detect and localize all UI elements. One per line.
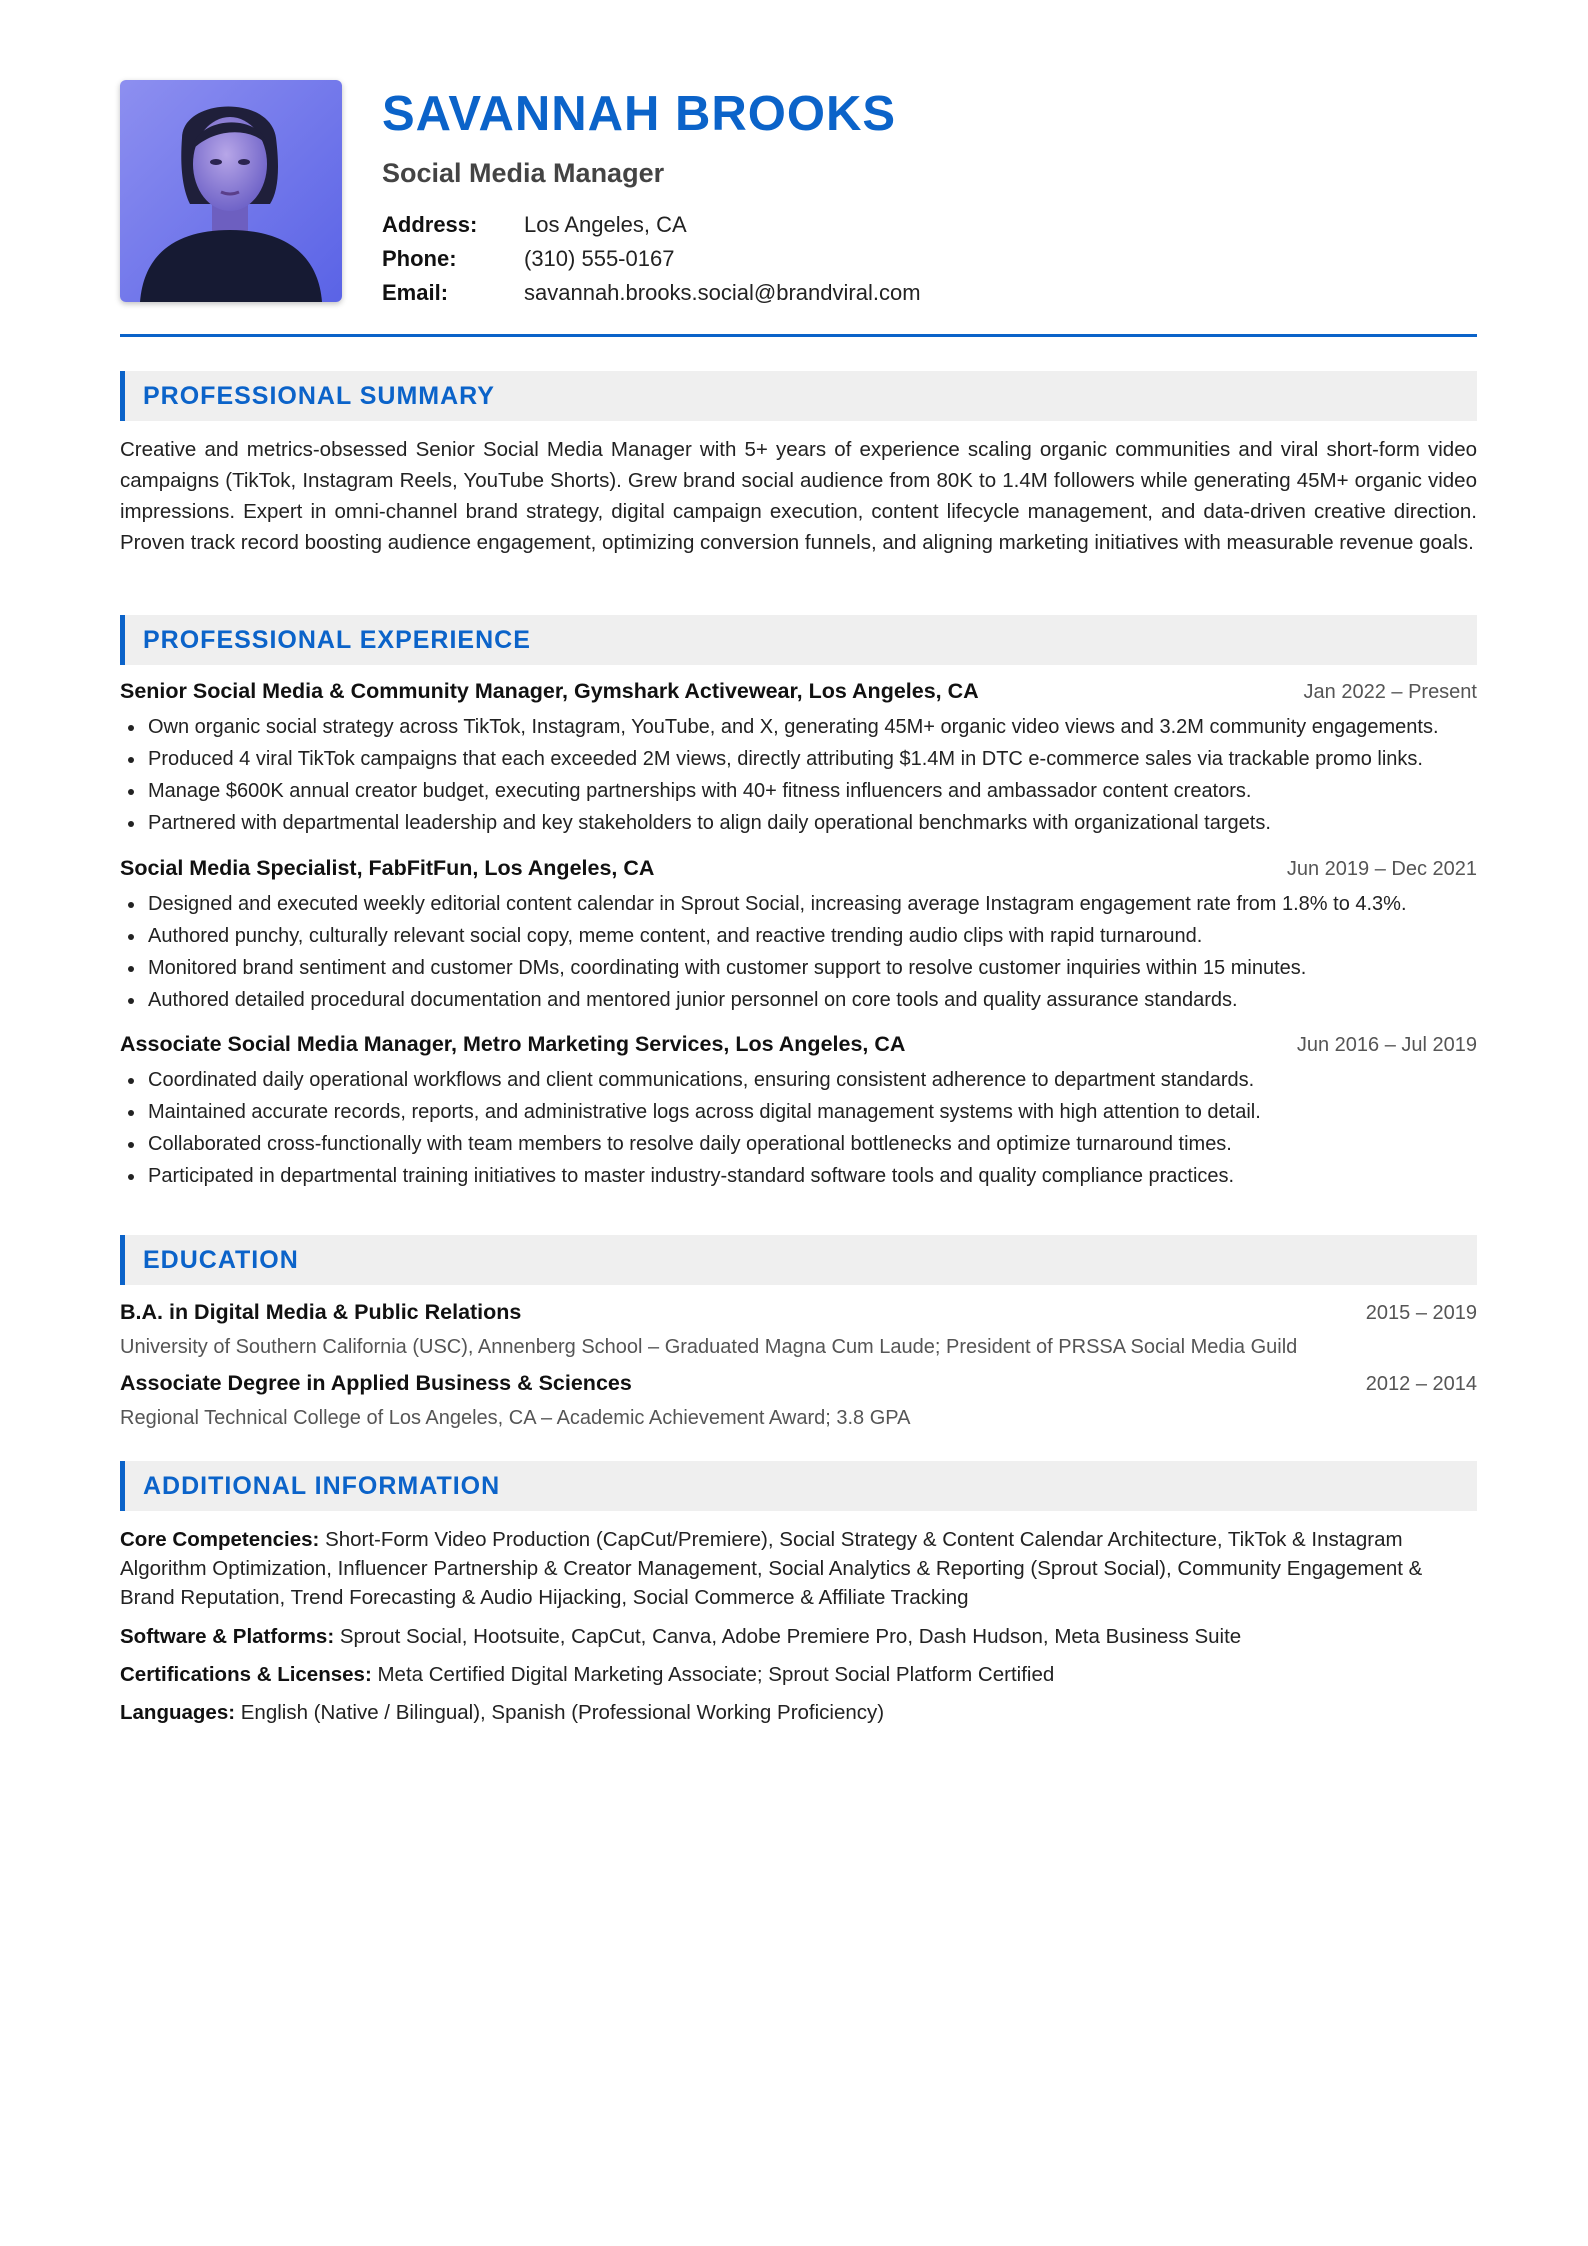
header-divider (120, 334, 1477, 337)
summary-text: Creative and metrics-obsessed Senior Social Media Manager with 5+ years of experience scaling organic communities and viral short-form video campaigns (TikTok, Instagram Reels, YouTube Shorts). Grew brand social audience from 80K to 1.4M followers while generating 45M+ organic video impressions. Expert in omni-channel brand strategy, digital campaign execution, content lifecycle management, and data-driven creative direction. Proven track record boosting audience engagement, optimizing conversion funnels, and aligning marketing initiatives with measurable revenue goals. (120, 438, 1477, 554)
job-title: Associate Social Media Manager, Metro Marketing Services, Los Angeles, CA (120, 1032, 906, 1056)
contact-label: Address: (382, 212, 478, 237)
contact-label: Phone: (382, 246, 457, 271)
info-software (120, 1622, 1477, 1651)
section-header-summary (120, 371, 1477, 421)
contact-block (382, 208, 1282, 310)
job-entry (120, 856, 1477, 1016)
education-date: 2015 – 2019 (1365, 1302, 1477, 1324)
education-detail: University of Southern California (USC), Annenberg School – Graduated Magna Cum Laude; President of PRSSA Social Media Guild (120, 1336, 1298, 1358)
job-bullet: Authored punchy, culturally relevant social copy, meme content, and reactive trending audio clips with rapid turnaround. (120, 920, 1477, 952)
contact-value: Los Angeles, CA (524, 212, 687, 237)
job-entry (120, 679, 1477, 839)
info-label: Languages: (120, 1701, 236, 1724)
job-bullet: Own organic social strategy across TikTok, Instagram, YouTube, and X, generating 45M+ organic video views and 3.2M community engagements. (120, 711, 1477, 743)
profile-photo (120, 80, 342, 302)
education-detail: Regional Technical College of Los Angeles, CA – Academic Achievement Award; 3.8 GPA (120, 1407, 911, 1429)
section-header-education (120, 1235, 1477, 1285)
contact-value: (310) 555-0167 (524, 246, 675, 271)
info-certifications (120, 1660, 1477, 1689)
job-bullet: Monitored brand sentiment and customer DMs, coordinating with customer support to resolve customer inquiries within 15 minutes. (120, 952, 1477, 984)
section-title: ADDITIONAL INFORMATION (143, 1472, 501, 1500)
job-title: Social Media Specialist, FabFitFun, Los Angeles, CA (120, 856, 655, 880)
info-value: Sprout Social, Hootsuite, CapCut, Canva, Adobe Premiere Pro, Dash Hudson, Meta Business Suite (339, 1625, 1242, 1648)
job-date: Jun 2016 – Jul 2019 (1296, 1034, 1477, 1056)
education-degree: Associate Degree in Applied Business & Sciences (120, 1371, 632, 1395)
education-entry (120, 1300, 1477, 1362)
job-bullet: Participated in departmental training initiatives to master industry-standard software tools and quality compliance practices. (120, 1160, 1477, 1192)
job-bullet: Maintained accurate records, reports, and administrative logs across digital management systems with high attention to detail. (120, 1096, 1477, 1128)
contact-address (382, 208, 1282, 242)
info-core-competencies (120, 1525, 1477, 1612)
section-title: EDUCATION (143, 1246, 299, 1274)
section-header-experience (120, 615, 1477, 665)
education-degree: B.A. in Digital Media & Public Relations (120, 1300, 522, 1324)
info-value: Meta Certified Digital Marketing Associate; Sprout Social Platform Certified (377, 1663, 1055, 1686)
job-bullet: Produced 4 viral TikTok campaigns that each exceeded 2M views, directly attributing $1.4M in DTC e-commerce sales via trackable promo links. (120, 743, 1477, 775)
info-label: Software & Platforms: (120, 1625, 335, 1648)
info-value: Short-Form Video Production (CapCut/Premiere), Social Strategy & Content Calendar Architecture, TikTok & Instagram Algorithm Optimization, Influencer Partnership & Creator Management, Social Analytics & Reporting (Sprout Social), Community Engagement & Brand Reputation, Trend Forecasting & Audio Hijacking, Social Commerce & Affiliate Tracking (120, 1528, 1423, 1609)
job-bullet: Manage $600K annual creator budget, executing partnerships with 40+ fitness influencers and ambassador content creators. (120, 775, 1477, 807)
job-bullet: Authored detailed procedural documentation and mentored junior personnel on core tools and quality assurance standards. (120, 984, 1477, 1016)
contact-phone (382, 242, 1282, 276)
section-title: PROFESSIONAL SUMMARY (143, 382, 495, 410)
candidate-title: Social Media Manager (382, 158, 665, 188)
job-bullet: Designed and executed weekly editorial content calendar in Sprout Social, increasing average Instagram engagement rate from 1.8% to 4.3%. (120, 888, 1477, 920)
job-bullet: Collaborated cross-functionally with team members to resolve daily operational bottlenecks and optimize turnaround times. (120, 1128, 1477, 1160)
education-entry (120, 1371, 1477, 1433)
job-title: Senior Social Media & Community Manager, Gymshark Activewear, Los Angeles, CA (120, 679, 979, 703)
info-label: Core Competencies: (120, 1528, 320, 1551)
job-date: Jun 2019 – Dec 2021 (1286, 858, 1477, 880)
contact-email (382, 276, 1282, 310)
section-header-additional (120, 1461, 1477, 1511)
job-bullet: Partnered with departmental leadership and key stakeholders to align daily operational benchmarks with organizational targets. (120, 807, 1477, 839)
contact-value[interactable]: savannah.brooks.social@brandviral.com (524, 280, 921, 305)
info-value: English (Native / Bilingual), Spanish (Professional Working Proficiency) (240, 1701, 885, 1724)
section-title: PROFESSIONAL EXPERIENCE (143, 626, 531, 654)
education-date: 2012 – 2014 (1365, 1373, 1477, 1395)
job-bullet: Coordinated daily operational workflows and client communications, ensuring consistent adherence to department standards. (120, 1064, 1477, 1096)
info-label: Certifications & Licenses: (120, 1663, 372, 1686)
job-date: Jan 2022 – Present (1303, 681, 1477, 703)
info-languages (120, 1698, 1477, 1727)
job-entry (120, 1032, 1477, 1192)
contact-label: Email: (382, 280, 449, 305)
candidate-name: SAVANNAH BROOKS (382, 87, 897, 141)
